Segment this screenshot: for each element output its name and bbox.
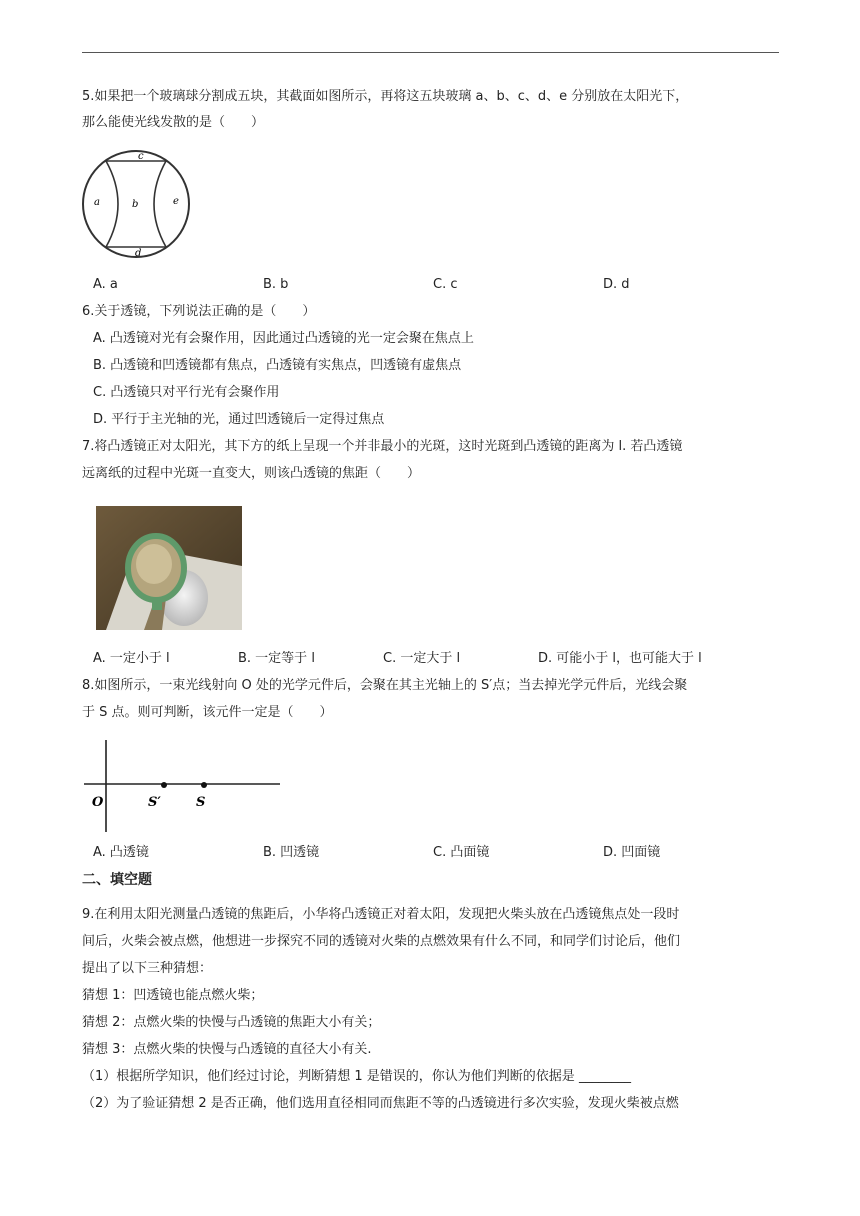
point-s-prime <box>161 782 167 788</box>
q7-option-c[interactable]: C. 一定大于 l <box>383 651 461 666</box>
q8-option-b[interactable]: B. 凹透镜 <box>263 845 320 860</box>
q5-stem-line2: 那么能使光线发散的是（ ） <box>82 115 265 130</box>
label-s: S <box>196 795 206 810</box>
q9-sub-question-2: （2）为了验证猜想 2 是否正确，他们选用直径相同而焦距不等的凸透镜进行多次实验，发现火柴被点燃 <box>82 1096 679 1111</box>
q7-stem-line2: 远离纸的过程中光斑一直变大，则该凸透镜的焦距（ ） <box>82 466 421 481</box>
q5-option-b[interactable]: B. b <box>263 277 289 292</box>
q9-sub-question-1[interactable]: （1）根据所学知识，他们经过讨论，判断猜想 1 是错误的，你认为他们判断的依据是 ________ <box>82 1069 631 1084</box>
q5-option-c[interactable]: C. c <box>433 277 458 292</box>
label-d: d <box>135 248 142 259</box>
q8-option-c[interactable]: C. 凸面镜 <box>433 845 490 860</box>
label-e: e <box>173 196 179 207</box>
q7-option-d[interactable]: D. 可能小于 l，也可能大于 l <box>538 651 702 666</box>
q7-option-a[interactable]: A. 一定小于 l <box>93 651 170 666</box>
q8-stem-line2: 于 S 点。则可判断，该元件一定是（ ） <box>82 705 333 720</box>
q9-guess-3: 猜想 3：点燃火柴的快慢与凸透镜的直径大小有关. <box>82 1042 372 1057</box>
q7-option-b[interactable]: B. 一定等于 l <box>238 651 315 666</box>
header-rule <box>82 52 779 53</box>
q9-stem-line3: 提出了以下三种猜想： <box>82 961 213 976</box>
magnifier-photo <box>96 506 242 630</box>
label-a: a <box>94 197 100 208</box>
q8-option-a[interactable]: A. 凸透镜 <box>93 845 149 860</box>
label-c: c <box>138 151 144 162</box>
q6-option-c[interactable]: C. 凸透镜只对平行光有会聚作用 <box>93 385 280 400</box>
q5-option-d[interactable]: D. d <box>603 277 630 292</box>
q8-option-d[interactable]: D. 凹面镜 <box>603 845 661 860</box>
label-b: b <box>132 199 139 210</box>
q6-option-b[interactable]: B. 凸透镜和凹透镜都有焦点，凸透镜有实焦点，凹透镜有虚焦点 <box>93 358 462 373</box>
glass-sphere-figure <box>80 146 192 262</box>
section-title: 二、填空题 <box>82 872 152 888</box>
q9-stem-line2: 间后，火柴会被点燃，他想进一步探究不同的透镜对火柴的点燃效果有什么不同，和同学们讨论后，他们 <box>82 934 681 949</box>
optical-axis-figure <box>82 738 282 834</box>
q5-option-a[interactable]: A. a <box>93 277 118 292</box>
q9-stem-line1: 9.在利用太阳光测量凸透镜的焦距后，小华将凸透镜正对着太阳，发现把火柴头放在凸透镜焦点处一段时 <box>82 907 680 922</box>
q6-option-a[interactable]: A. 凸透镜对光有会聚作用，因此通过凸透镜的光一定会聚在焦点上 <box>93 331 474 346</box>
q7-stem-line1: 7.将凸透镜正对太阳光，其下方的纸上呈现一个并非最小的光斑，这时光斑到凸透镜的距离为 l. 若凸透镜 <box>82 439 683 454</box>
label-o: O <box>92 795 104 810</box>
q5-stem-line1: 5.如果把一个玻璃球分割成五块，其截面如图所示，再将这五块玻璃 a、b、c、d、e 分别放在太阳光下， <box>82 89 689 104</box>
q8-stem-line1: 8.如图所示，一束光线射向 O 处的光学元件后，会聚在其主光轴上的 S′点；当去掉光学元件后，光线会聚 <box>82 678 688 693</box>
q9-guess-2: 猜想 2：点燃火柴的快慢与凸透镜的焦距大小有关； <box>82 1015 381 1030</box>
q6-stem: 6.关于透镜，下列说法正确的是（ ） <box>82 304 316 319</box>
q9-guess-1: 猜想 1：凹透镜也能点燃火柴； <box>82 988 264 1003</box>
label-s-prime: S′ <box>148 795 161 810</box>
point-s <box>201 782 207 788</box>
q6-option-d[interactable]: D. 平行于主光轴的光，通过凹透镜后一定得过焦点 <box>93 412 385 427</box>
